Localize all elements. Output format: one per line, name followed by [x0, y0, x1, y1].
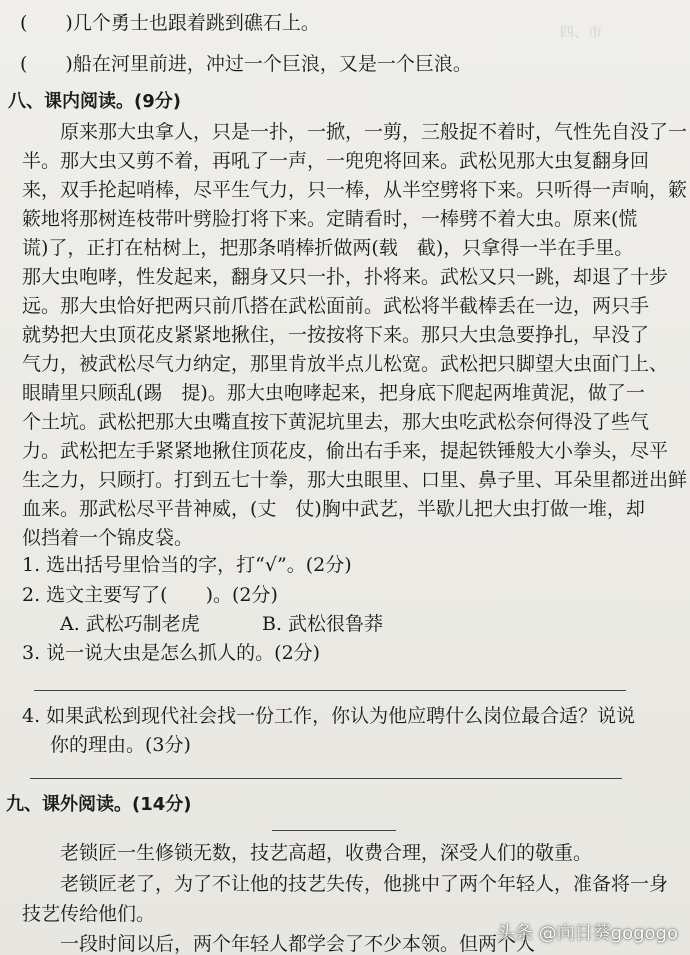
passage-line: 眼睛里只顾乱(踢 提)。那大虫咆哮起来，把身底下爬起两堆黄泥，做了一	[22, 382, 645, 404]
answer-line-q3[interactable]	[34, 690, 626, 691]
passage-line: 气力，被武松尽气力纳定，那里肯放半点儿松宽。武松把只脚望大虫面门上、	[22, 353, 669, 375]
passage-title-blank[interactable]	[272, 830, 396, 831]
passage-line: 生之力，只顾打。打到五七十拳，那大虫眼里、口里、鼻子里、耳朵里都迸出鲜	[22, 469, 688, 491]
question-2-option-a: A. 武松巧制老虎	[60, 613, 200, 635]
passage-line: 力。武松把左手紧紧地揪住顶花皮，偷出右手来，提起铁锤般大小拳头，尽平	[22, 440, 669, 462]
passage-line: 来，双手抡起哨棒，尽平生气力，只一棒，从半空劈将下来。只听得一声响，簌	[22, 179, 688, 201]
section8-passage	[22, 118, 688, 553]
passage-line: 谎)了，正打在枯树上，把那条哨棒折做两(载 截)，只拿得一半在手里。	[22, 237, 634, 259]
passage-line: 就势把大虫顶花皮紧紧地揪住，一按按将下来。那只大虫急要挣扎，早没了	[22, 324, 650, 346]
section9-passage-line: 一段时间以后，两个年轻人都学会了不少本领。但两个人	[22, 933, 536, 955]
passage-line: 远。那大虫恰好把两只前爪搭在武松面前。武松将半截棒丢在一边，两只手	[22, 295, 650, 317]
bleed-through-text: 四、市	[560, 25, 644, 41]
passage-line: 那大虫咆哮，性发起来，翻身又只一扑，扑将来。武松又只一跳，却退了十步	[22, 266, 669, 288]
section8-title: 八、课内阅读。(9分)	[8, 91, 181, 112]
passage-line: 原来那大虫拿人，只是一扑，一掀，一剪，三般捉不着时，气性先自没了一	[22, 121, 688, 143]
section9-passage-line: 老锁匠一生修锁无数，技艺高超，收费合理，深受人们的敬重。	[22, 842, 593, 864]
passage-line: 似挡着一个锦皮袋。	[22, 527, 194, 549]
question-4-line-1: 4. 如果武松到现代社会找一份工作，你认为他应聘什么岗位最合适？说说	[22, 705, 636, 727]
answer-line-q4[interactable]	[30, 778, 622, 779]
passage-line: 半。那大虫又剪不着，再吼了一声，一兜兜将回来。武松见那大虫复翻身回	[22, 150, 650, 172]
question-2: 2. 选文主要写了( )。(2分)	[22, 584, 278, 606]
question-3: 3. 说一说大虫是怎么抓人的。(2分)	[22, 642, 321, 664]
passage-line: 簌地将那树连枝带叶劈脸打将下来。定睛看时，一棒劈不着大虫。原来(慌	[22, 208, 638, 230]
question-4-line-2: 你的理由。(3分)	[50, 734, 191, 756]
passage-line: 个土坑。武松把那大虫嘴直按下黄泥坑里去，那大虫吃武松奈何得没了些气	[22, 411, 650, 433]
section9-title: 九、课外阅读。(14分)	[6, 794, 192, 815]
top-item-1: ( )几个勇士也跟着跳到礁石上。	[20, 12, 320, 34]
top-item-2: ( )船在河里前进，冲过一个巨浪，又是一个巨浪。	[20, 53, 472, 75]
passage-line: 血来。那武松尽平昔神威，(丈 仗)胸中武艺，半歇儿把大虫打做一堆，却	[22, 498, 645, 520]
question-2-option-b: B. 武松很鲁莽	[262, 613, 384, 635]
section9-passage-line: 技艺传给他们。	[22, 903, 156, 925]
question-1: 1. 选出括号里恰当的字，打“√”。(2分)	[22, 554, 352, 576]
section9-passage-line: 老锁匠老了，为了不让他的技艺失传，他挑中了两个年轻人，准备将一身	[22, 873, 669, 895]
watermark: 头条 @向日葵gogogo	[496, 923, 678, 944]
